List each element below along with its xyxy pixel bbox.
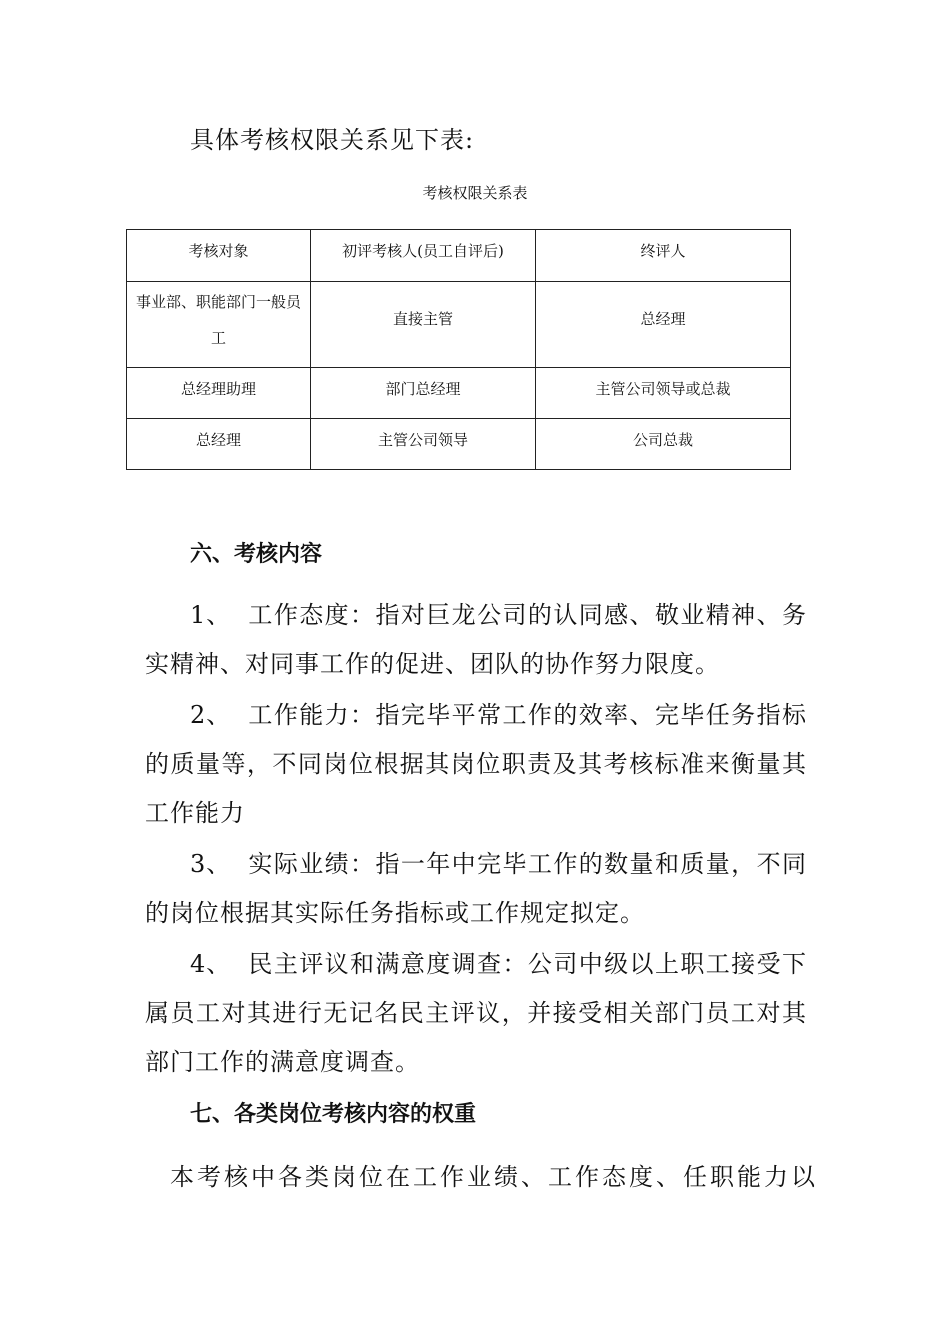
item-text: 民主评议和满意度调查：公司中级以上职工接受下属员工对其进行无记名民主评议，并接受相关部门员工对其部门工作的满意度调查。 — [145, 950, 807, 1076]
list-item — [145, 840, 807, 938]
list-item — [145, 691, 807, 838]
table-cell: 主管公司领导 — [311, 419, 536, 470]
item-number: 3、 — [190, 850, 232, 878]
section-7-heading: 七、各类岗位考核内容的权重 — [190, 1102, 477, 1127]
section-6-heading: 六、考核内容 — [190, 542, 323, 567]
item-number: 1、 — [190, 601, 232, 629]
table-cell: 部门总经理 — [311, 368, 536, 419]
table-row — [127, 419, 791, 470]
item-text: 工作态度：指对巨龙公司的认同感、敬业精神、务实精神、对同事工作的促进、团队的协作努力限度。 — [145, 601, 807, 678]
table-cell: 公司总裁 — [536, 419, 791, 470]
header-cell-final-reviewer: 终评人 — [536, 230, 791, 282]
table-cell: 总经理 — [127, 419, 311, 470]
item-number: 4、 — [190, 950, 232, 978]
table-header-row — [127, 230, 791, 282]
header-cell-initial-reviewer: 初评考核人(员工自评后) — [311, 230, 536, 282]
section-7-text: 本考核中各类岗位在工作业绩、工作态度、任职能力以 — [170, 1163, 818, 1191]
table-cell: 直接主管 — [311, 282, 536, 368]
header-cell-target: 考核对象 — [127, 230, 311, 282]
table-row — [127, 368, 791, 419]
item-number: 2、 — [190, 701, 232, 729]
item-text: 工作能力：指完毕平常工作的效率、完毕任务指标的质量等，不同岗位根据其岗位职责及其考核标准来衡量其工作能力 — [145, 701, 807, 827]
table-cell: 事业部、职能部门一般员工 — [127, 282, 311, 368]
list-item — [145, 591, 807, 689]
intro-text: 具体考核权限关系见下表: — [190, 126, 475, 154]
table-cell: 总经理助理 — [127, 368, 311, 419]
table-caption: 考核权限关系表 — [422, 184, 528, 202]
item-text: 实际业绩：指一年中完毕工作的数量和质量，不同的岗位根据其实际任务指标或工作规定拟定。 — [145, 850, 807, 927]
authority-table — [126, 229, 791, 470]
list-item — [145, 940, 807, 1087]
table-row — [127, 282, 791, 368]
table-cell: 总经理 — [536, 282, 791, 368]
table-cell: 主管公司领导或总裁 — [536, 368, 791, 419]
